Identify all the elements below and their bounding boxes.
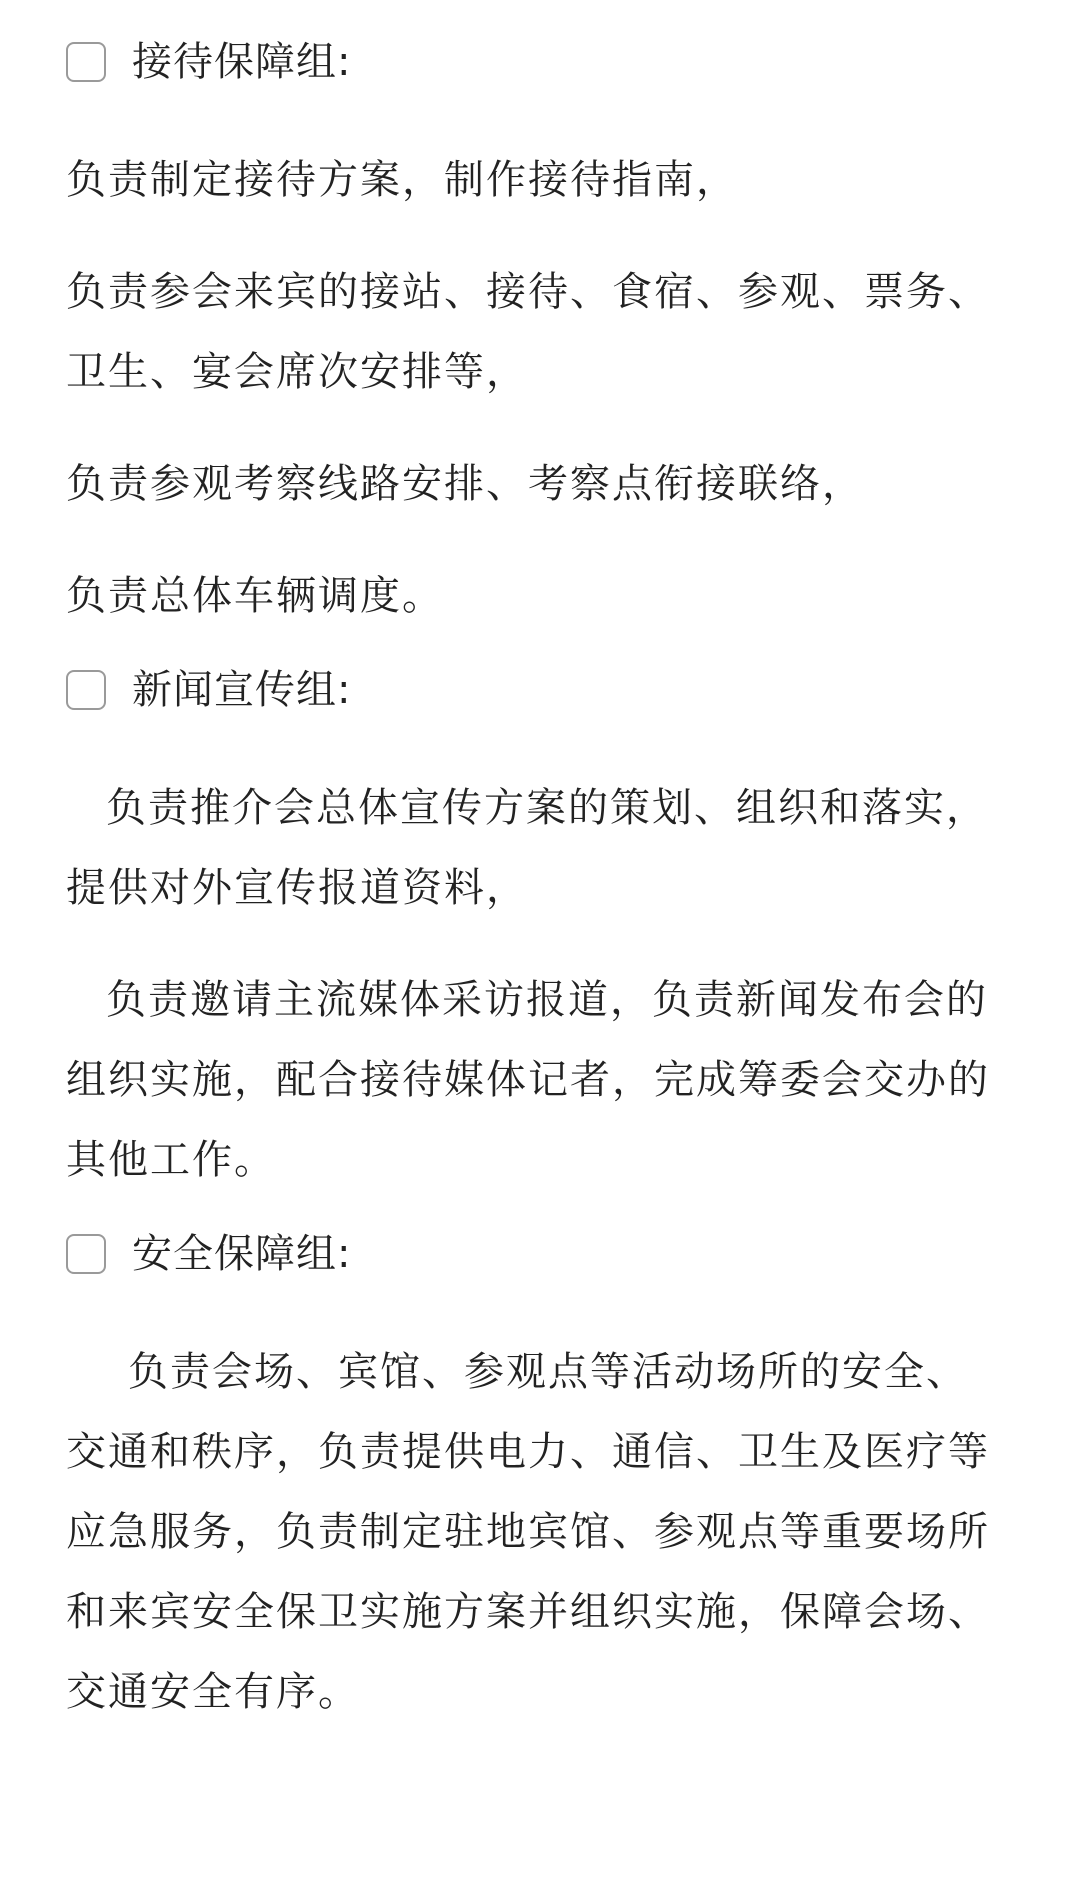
- paragraph-text: 负责制定接待方案，制作接待指南，: [66, 157, 738, 203]
- section-title-publicity: 新闻宣传组:: [132, 667, 352, 713]
- checklist-item-publicity[interactable]: [66, 658, 1032, 722]
- paragraph-text: 负责推介会总体宣传方案的策划、组织和落实， 提供对外宣传报道资料，: [66, 785, 988, 911]
- paragraph-text: 负责参会来宾的接站、接待、食宿、参观、票务、 卫生、宴会席次安排等，: [66, 269, 990, 395]
- paragraph-text: 负责参观考察线路安排、考察点衔接联络，: [66, 461, 864, 507]
- paragraph-text: 负责总体车辆调度。: [66, 573, 444, 619]
- checklist-item-reception[interactable]: [66, 30, 1032, 94]
- checkbox-reception[interactable]: [66, 42, 106, 82]
- paragraph-text: 负责邀请主流媒体采访报道，负责新闻发布会的 组织实施，配合接待媒体记者，完成筹委会交办的 其他工作。: [66, 977, 990, 1183]
- section-title-reception: 接待保障组:: [132, 39, 352, 85]
- checkbox-security[interactable]: [66, 1234, 106, 1274]
- paragraph-text: 负责会场、宾馆、参观点等活动场所的安全、 交通和秩序，负责提供电力、通信、卫生及医疗等 应急服务，负责制定驻地宾馆、参观点等重要场所 和来宾安全保卫实施方案并组织实施，保障会场、 交通安全有序。: [66, 1349, 990, 1715]
- checklist-item-security[interactable]: [66, 1222, 1032, 1286]
- section-title-security: 安全保障组:: [132, 1231, 352, 1277]
- checkbox-publicity[interactable]: [66, 670, 106, 710]
